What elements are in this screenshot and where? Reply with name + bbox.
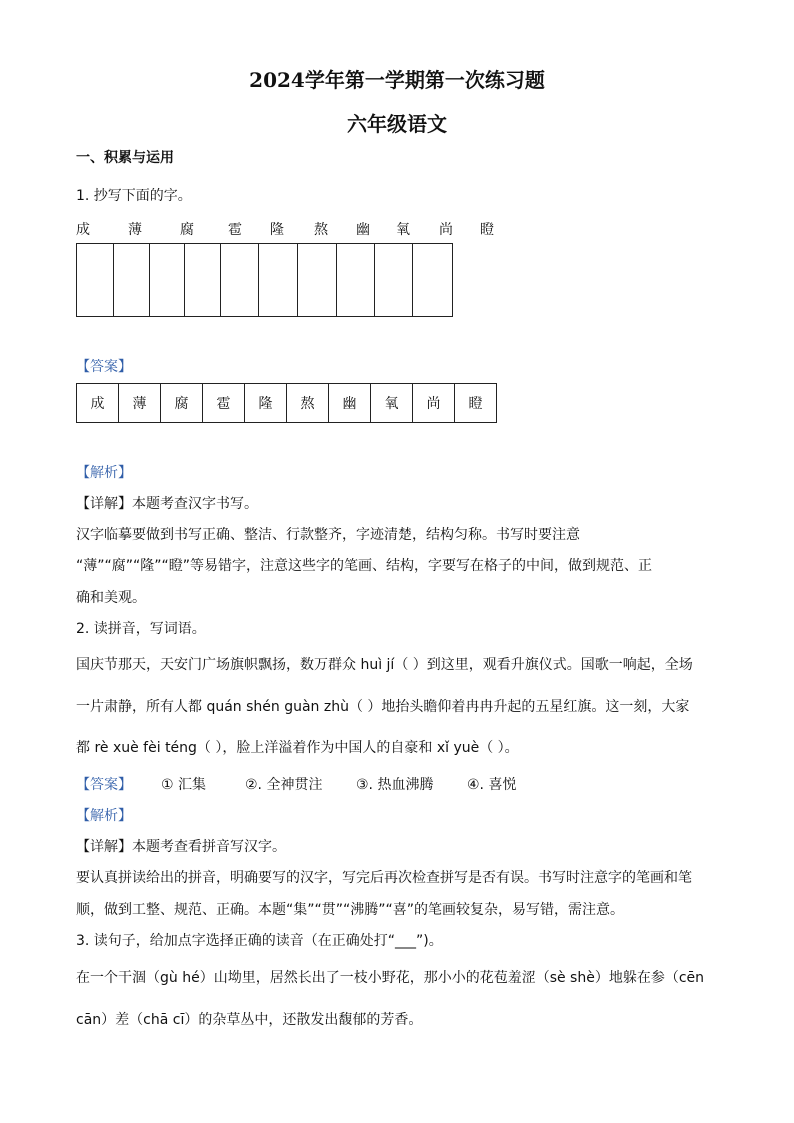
writing-cell[interactable]	[298, 244, 337, 317]
writing-cell[interactable]	[221, 244, 259, 317]
character-row	[76, 219, 506, 239]
explanation-line: 要认真拼读给出的拼音，明确要写的汉字，写完后再次检查拼写是否有误。书写时注意字的笔画和笔	[76, 870, 692, 886]
answer-item: ① 汇集	[161, 777, 207, 793]
answer-cell: 雹	[203, 384, 245, 423]
detail-line	[76, 493, 258, 513]
passage-line: 在一个干涸（gù hé）山坳里，居然长出了一枝小野花，那小小的花苞羞涩（sè shè）地躲在参（cēn	[76, 970, 705, 986]
explanation-line: “薄”“腐”“隆”“瞪”等易错字，注意这些字的笔画、结构，字要写在格子的中间，做到规范、正	[76, 558, 653, 574]
question-2-prompt: 2. 读拼音，写词语。	[76, 621, 206, 637]
answer-cell: 熬	[287, 384, 329, 423]
writing-cell[interactable]	[77, 244, 114, 317]
section-heading: 一、积累与运用	[76, 150, 174, 166]
answer-cell: 薄	[119, 384, 161, 423]
char-label: 瞪	[480, 222, 494, 238]
answer-cell: 尚	[413, 384, 455, 423]
passage-line: cān）差（chā cī）的杂草丛中，还散发出馥郁的芳香。	[76, 1012, 423, 1028]
detail-label: 【详解】	[76, 496, 132, 512]
char-label: 熬	[314, 222, 328, 238]
passage-line: 国庆节那天，天安门广场旗帜飘扬，数万群众 huì jí（ ）到这里，观看升旗仪式。国歌一响起，全场	[76, 657, 693, 673]
detail-line	[76, 836, 286, 856]
answer-label: 【答案】	[76, 359, 132, 375]
answer-cell: 瞪	[455, 384, 497, 423]
char-label: 氧	[396, 222, 410, 238]
answer-cell: 成	[77, 384, 119, 423]
writing-grid	[76, 243, 453, 317]
char-label: 尚	[439, 222, 453, 238]
answer-cell: 氧	[371, 384, 413, 423]
answer-item: ③. 热血沸腾	[356, 777, 434, 793]
writing-cell[interactable]	[375, 244, 413, 317]
explanation-line: 汉字临摹要做到书写正确、整洁、行款整齐，字迹清楚，结构匀称。书写时要注意	[76, 527, 580, 543]
char-label: 薄	[128, 222, 142, 238]
writing-cell[interactable]	[114, 244, 150, 317]
explanation-line: 顺，做到工整、规范、正确。本题“集”“贯”“沸腾”“喜”的笔画较复杂，易写错，需注意。	[76, 902, 625, 918]
char-label: 幽	[356, 222, 370, 238]
answer-cell: 腐	[161, 384, 203, 423]
page-title: 2024学年第一学期第一次练习题	[249, 68, 545, 92]
detail-text: 本题考查看拼音写汉字。	[132, 839, 286, 855]
answer-item: ②. 全神贯注	[245, 777, 323, 793]
answer-item: ④. 喜悦	[467, 777, 517, 793]
passage-line: 一片肃静，所有人都 quán shén guàn zhù（ ）地抬头瞻仰着冉冉升起的五星红旗。这一刻，大家	[76, 699, 690, 715]
question-3-prompt: 3. 读句子，给加点字选择正确的读音（在正确处打“___”)。	[76, 933, 443, 949]
detail-label: 【详解】	[76, 839, 132, 855]
analysis-label: 【解析】	[76, 808, 132, 824]
answer-label: 【答案】	[76, 777, 132, 793]
writing-cell[interactable]	[150, 244, 185, 317]
analysis-label: 【解析】	[76, 465, 132, 481]
writing-cell[interactable]	[185, 244, 221, 317]
explanation-line: 确和美观。	[76, 590, 146, 606]
question-1-prompt: 1. 抄写下面的字。	[76, 188, 192, 204]
char-label: 雹	[228, 222, 242, 238]
answer-grid	[76, 383, 497, 423]
writing-cell[interactable]	[337, 244, 375, 317]
char-label: 隆	[270, 222, 284, 238]
char-label: 腐	[180, 222, 194, 238]
detail-text: 本题考查汉字书写。	[132, 496, 258, 512]
writing-cell[interactable]	[259, 244, 298, 317]
answer-cell: 幽	[329, 384, 371, 423]
char-label: 成	[76, 222, 90, 238]
answer-cell: 隆	[245, 384, 287, 423]
writing-cell[interactable]	[413, 244, 453, 317]
passage-line: 都 rè xuè fèi téng（ ），脸上洋溢着作为中国人的自豪和 xǐ yuè（ ）。	[76, 740, 519, 756]
page-subtitle: 六年级语文	[347, 112, 447, 136]
